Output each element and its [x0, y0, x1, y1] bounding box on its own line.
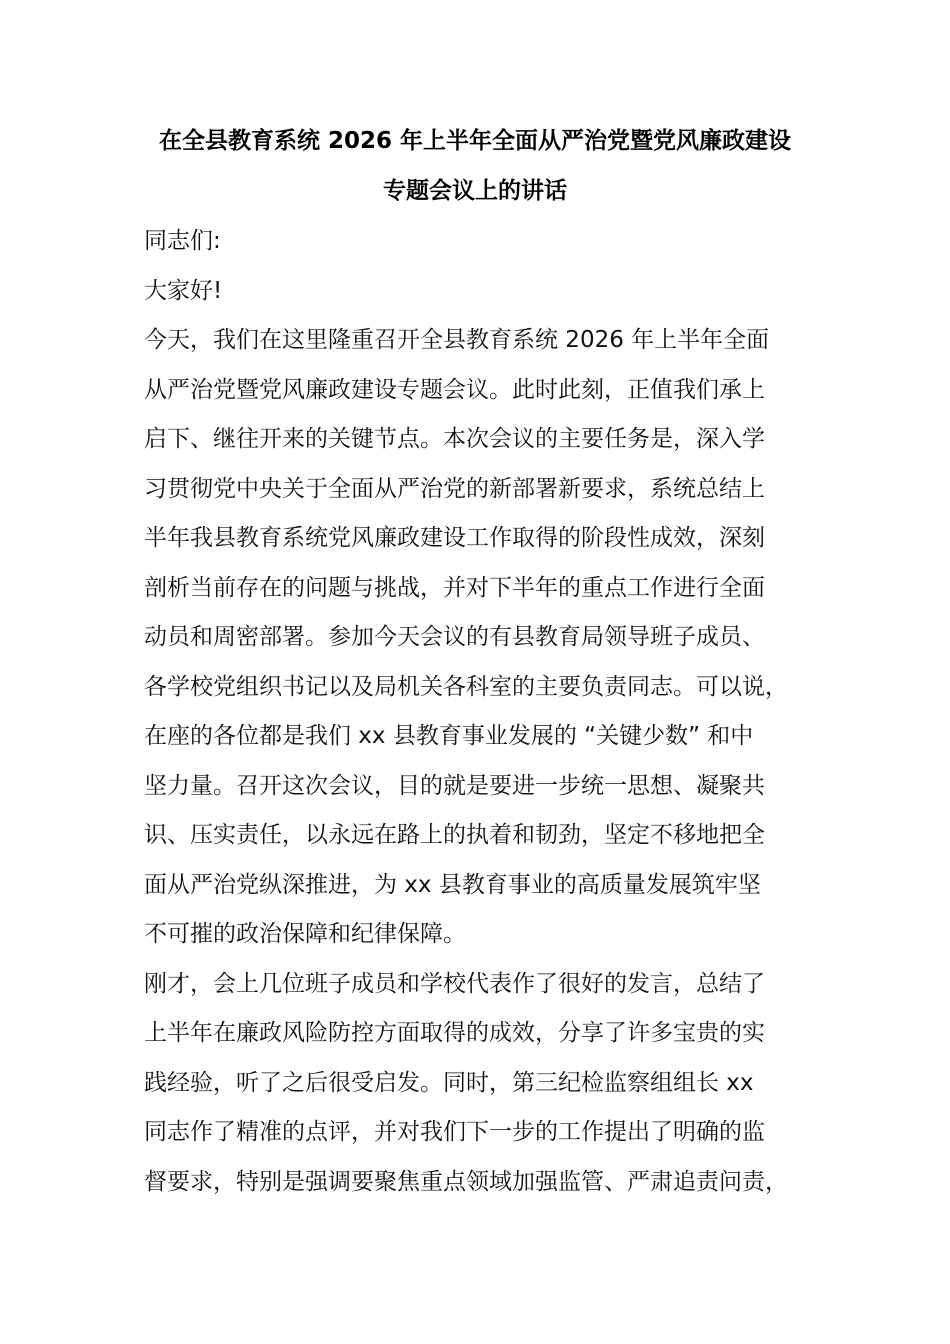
paragraph-line: 刚才，会上几位班子成员和学校代表作了很好的发言，总结了: [144, 970, 765, 997]
paragraph-line: 剖析当前存在的问题与挑战，并对下半年的重点工作进行全面: [144, 574, 765, 601]
paragraph-line: 半年我县教育系统党风廉政建设工作取得的阶段性成效，深刻: [144, 525, 765, 551]
salutation: 同志们:: [144, 228, 221, 254]
paragraph-line: 不可摧的政治保障和纪律保障。: [144, 921, 466, 947]
paragraph-line: 各学校党组织书记以及局机关各科室的主要负责同志。可以说，: [144, 673, 788, 700]
paragraph-line: 今天，我们在这里隆重召开全县教育系统 2026 年上半年全面: [144, 327, 770, 353]
paragraph-line: 践经验，听了之后很受启发。同时，第三纪检监察组组长 xx: [144, 1069, 754, 1096]
paragraph-line: 督要求，特别是强调要聚焦重点领域加强监管、严肃追责问责，: [144, 1168, 788, 1195]
paragraph-line: 识、压实责任，以永远在路上的执着和韧劲，坚定不移地把全: [144, 822, 765, 848]
paragraph-line: 同志作了精准的点评，并对我们下一步的工作提出了明确的监: [144, 1119, 765, 1145]
paragraph-line: 动员和周密部署。参加今天会议的有县教育局领导班子成员、: [144, 624, 765, 650]
document-title-line-1: 在全县教育系统 2026 年上半年全面从严治党暨党风廉政建设: [158, 128, 792, 154]
paragraph-line: 习贯彻党中央关于全面从严治党的新部署新要求，系统总结上: [144, 475, 765, 502]
paragraph-line: 从严治党暨党风廉政建设专题会议。此时此刻，正值我们承上: [144, 376, 765, 403]
paragraph-line: 坚力量。召开这次会议，目的就是要进一步统一思想、凝聚共: [144, 772, 765, 799]
paragraph-line: 面从严治党纵深推进，为 xx 县教育事业的高质量发展筑牢坚: [144, 871, 761, 898]
greeting: 大家好!: [144, 277, 223, 304]
document-title-line-2: 专题会议上的讲话: [383, 178, 567, 204]
paragraph-line: 在座的各位都是我们 xx 县教育事业发展的 “关键少数” 和中: [144, 723, 754, 749]
paragraph-line: 启下、继往开来的关键节点。本次会议的主要任务是，深入学: [144, 426, 765, 452]
paragraph-line: 上半年在廉政风险防控方面取得的成效，分享了许多宝贵的实: [144, 1020, 765, 1046]
document-body: [144, 223, 824, 1213]
